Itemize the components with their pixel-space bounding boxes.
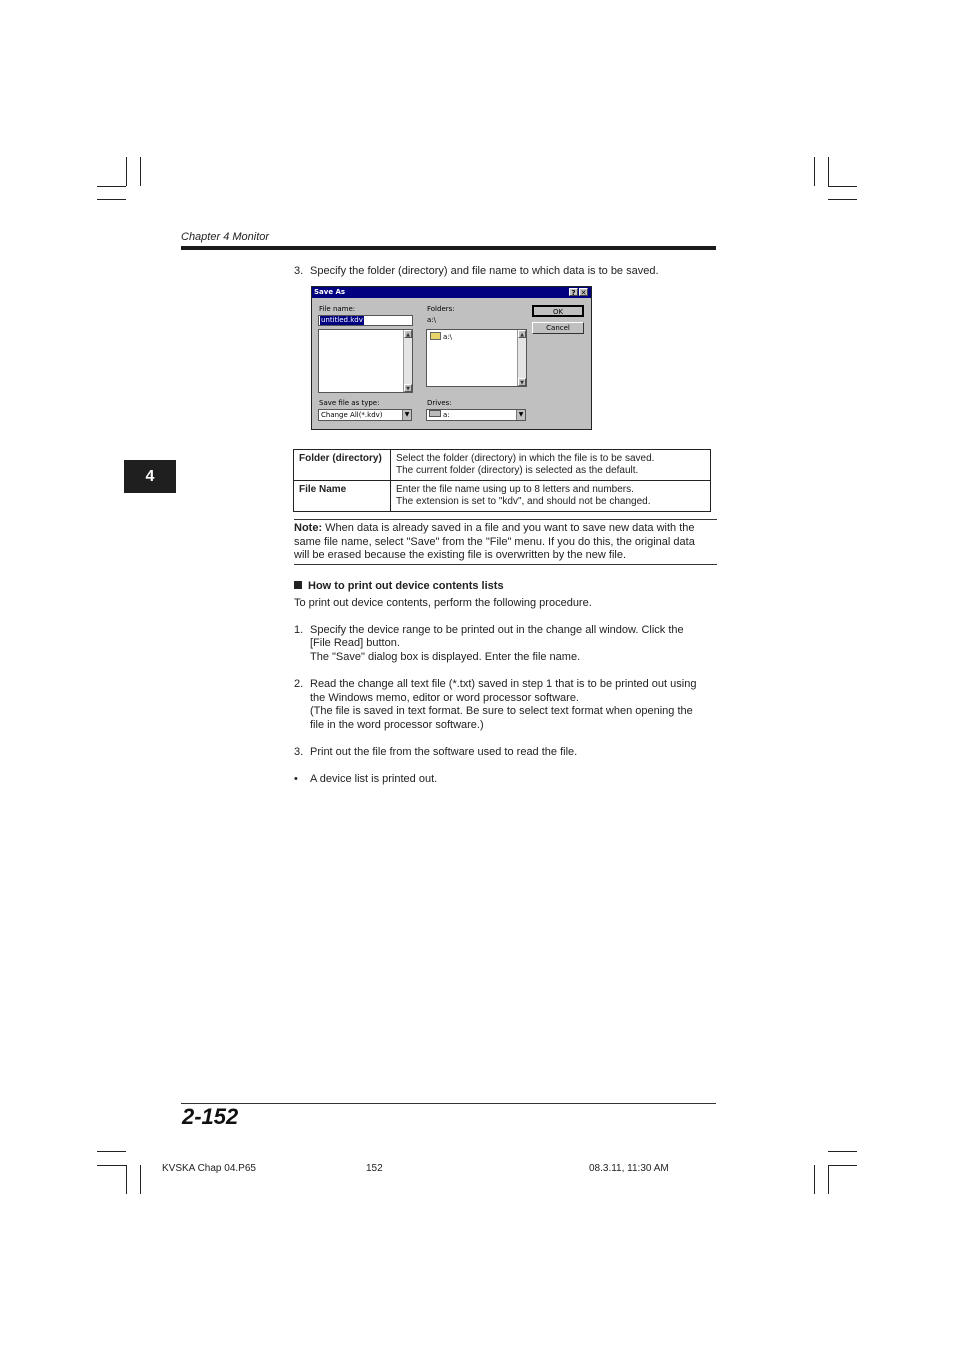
file-name-value: untitled.kdv	[321, 316, 363, 324]
footer-file: KVSKA Chap 04.P65	[162, 1163, 256, 1174]
file-name-input[interactable]	[318, 315, 413, 326]
note-text: When data is already saved in a file and you want to save new data with the	[322, 522, 695, 534]
scroll-down-icon[interactable]: ▼	[404, 384, 412, 392]
chevron-down-icon[interactable]: ▼	[516, 410, 525, 420]
ok-button[interactable]: OK	[532, 305, 584, 317]
step-line: Print out the file from the software used to read the file.	[310, 746, 578, 758]
step-number: 3.	[294, 265, 304, 277]
table-value	[391, 481, 711, 512]
step-text: Specify the folder (directory) and file name to which data is to be saved.	[310, 265, 659, 277]
cancel-button[interactable]: Cancel	[532, 322, 584, 334]
chapter-tab-label: 4	[145, 467, 155, 485]
drive-icon	[429, 410, 441, 417]
drives-label: Drives:	[427, 399, 452, 407]
step-line: the Windows memo, editor or word processor software.	[310, 692, 579, 704]
dialog-titlebar	[312, 287, 591, 298]
folder-item[interactable]	[430, 332, 452, 341]
step-line: The "Save" dialog box is displayed. Enter the file name.	[310, 651, 581, 663]
scroll-down-icon[interactable]: ▼	[518, 378, 526, 386]
folder-icon	[430, 332, 441, 340]
section-intro: To print out device contents, perform the following procedure.	[294, 597, 592, 609]
file-name-label: File name:	[319, 305, 356, 313]
footer-rule	[181, 1103, 716, 1104]
folder-list[interactable]	[426, 329, 527, 387]
chapter-header: Chapter 4 Monitor	[181, 231, 270, 243]
step-number: 3.	[294, 746, 304, 758]
note-line: same file name, select "Save" from the "File" menu. If you do this, the original data	[294, 536, 695, 548]
table-value-line: The extension is set to "kdv", and should not be changed.	[396, 496, 651, 507]
step-line: Specify the device range to be printed out in the change all window. Click the	[310, 624, 684, 636]
page-number: 2-152	[182, 1104, 239, 1129]
close-icon[interactable]: ✕	[580, 289, 587, 297]
table-value-line: The current folder (directory) is selected as the default.	[396, 465, 639, 476]
chevron-down-icon[interactable]: ▼	[402, 410, 411, 420]
step-line: (The file is saved in text format. Be sure to select text format when opening the	[310, 705, 693, 717]
folders-path: a:\	[427, 316, 437, 324]
save-as-dialog	[311, 286, 592, 430]
step-line: file in the word processor software.)	[310, 719, 484, 731]
step-line: [File Read] button.	[310, 637, 400, 649]
drives-value: a:	[443, 411, 450, 419]
square-bullet-icon	[294, 581, 302, 589]
table-value-line: Select the folder (directory) in which the file is to be saved.	[396, 453, 655, 464]
table-row	[294, 481, 711, 512]
drives-select[interactable]	[426, 409, 526, 421]
folders-label: Folders:	[427, 305, 455, 313]
save-type-label: Save file as type:	[319, 399, 380, 407]
step-number: 1.	[294, 624, 304, 636]
file-list[interactable]	[318, 329, 413, 393]
table-value	[391, 450, 711, 481]
footer-date: 08.3.11, 11:30 AM	[589, 1163, 669, 1174]
save-type-select[interactable]	[318, 409, 412, 421]
note-top-rule	[294, 519, 717, 520]
section-heading-text: How to print out device contents lists	[308, 580, 504, 592]
folder-item-label: a:\	[443, 333, 453, 341]
folder-list-scrollbar[interactable]	[517, 330, 526, 386]
file-list-scrollbar[interactable]	[403, 330, 412, 392]
help-button[interactable]: ?	[569, 288, 578, 296]
step-number: 2.	[294, 678, 304, 690]
note-label: Note:	[294, 522, 323, 534]
save-type-value: Change All(*.kdv)	[321, 411, 383, 419]
scroll-up-icon[interactable]: ▲	[404, 330, 412, 338]
table-key: Folder (directory)	[294, 450, 391, 481]
section-heading	[294, 580, 504, 594]
table-key: File Name	[294, 481, 391, 512]
note-line	[294, 522, 695, 536]
table-value-line: Enter the file name using up to 8 letters and numbers.	[396, 484, 634, 495]
dialog-title: Save As	[314, 288, 346, 296]
note-line: will be erased because the existing file is overwritten by the new file.	[294, 549, 627, 561]
field-description-table	[293, 449, 711, 512]
chapter-tab	[124, 460, 176, 493]
bullet-text: A device list is printed out.	[310, 773, 438, 785]
header-rule	[181, 246, 716, 250]
step-line: Read the change all text file (*.txt) saved in step 1 that is to be printed out using	[310, 678, 697, 690]
note-bottom-rule	[294, 564, 717, 565]
footer-page: 152	[366, 1163, 383, 1174]
scroll-up-icon[interactable]: ▲	[518, 330, 526, 338]
table-row	[294, 450, 711, 481]
bullet-mark: •	[294, 773, 298, 785]
